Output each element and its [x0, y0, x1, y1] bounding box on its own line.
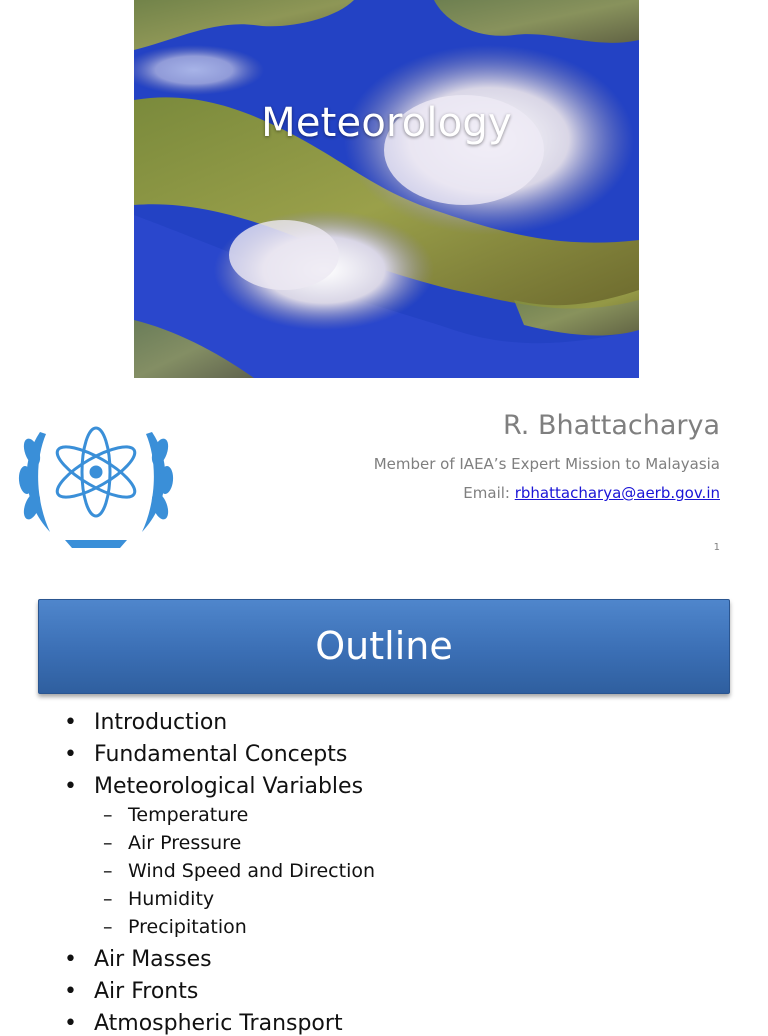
dash-mark: – — [103, 804, 113, 826]
author-affiliation: Member of IAEA’s Expert Mission to Malayasia — [373, 455, 720, 473]
bullet-mark: • — [64, 979, 77, 1004]
list-item — [64, 947, 212, 972]
list-item-text: Air Pressure — [128, 832, 242, 854]
sub-list-item — [103, 916, 247, 938]
dash-mark: – — [103, 888, 113, 910]
list-item-text: Air Fronts — [94, 979, 199, 1004]
dash-mark: – — [103, 916, 113, 938]
slide-title: Meteorology — [261, 100, 512, 146]
list-item — [64, 742, 347, 767]
email-link[interactable]: rbhattacharya@aerb.gov.in — [514, 484, 720, 502]
list-item-text: Wind Speed and Direction — [128, 860, 376, 882]
outline-title: Outline — [315, 624, 453, 668]
list-item-text: Precipitation — [128, 916, 247, 938]
list-item-text: Air Masses — [94, 947, 212, 972]
sub-list-item — [103, 832, 241, 854]
list-item-text: Introduction — [94, 710, 228, 735]
bullet-mark: • — [64, 774, 77, 799]
list-item — [64, 774, 363, 799]
list-item-text: Atmospheric Transport — [94, 1011, 343, 1036]
list-item-text: Fundamental Concepts — [94, 742, 348, 767]
sub-list-item — [103, 860, 375, 882]
list-item — [64, 710, 227, 735]
dash-mark: – — [103, 832, 113, 854]
bullet-mark: • — [64, 742, 77, 767]
bullet-mark: • — [64, 1011, 77, 1036]
list-item-text: Humidity — [128, 888, 215, 910]
author-name: R. Bhattacharya — [503, 410, 720, 441]
email-label: Email: — [463, 484, 515, 502]
sub-list-item — [103, 888, 214, 910]
page-number: 1 — [713, 542, 720, 553]
list-item-text: Meteorological Variables — [94, 774, 364, 799]
bullet-mark: • — [64, 710, 77, 735]
list-item-text: Temperature — [128, 804, 249, 826]
bullet-mark: • — [64, 947, 77, 972]
dash-mark: – — [103, 860, 113, 882]
list-item — [64, 979, 198, 1004]
sub-list-item — [103, 804, 248, 826]
